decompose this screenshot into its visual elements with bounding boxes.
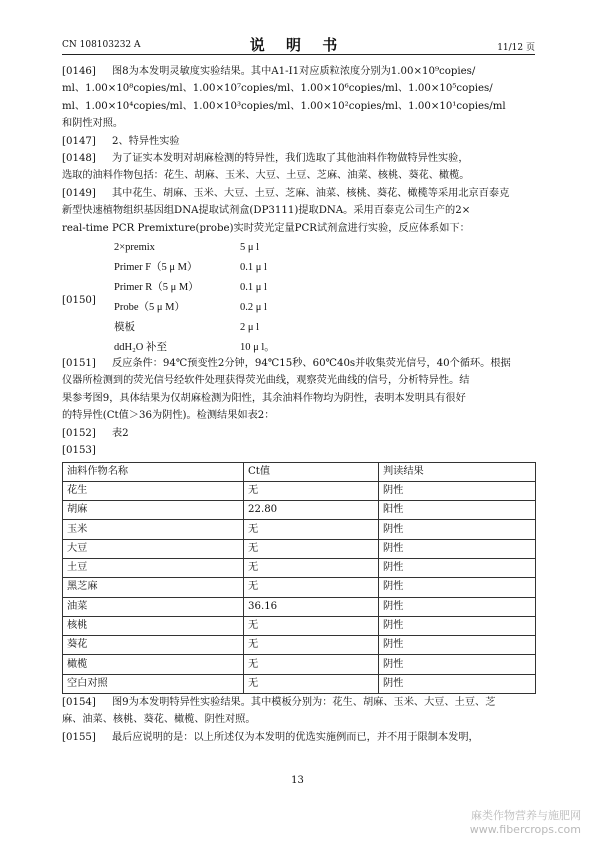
result-cell: 阴性 [379, 674, 536, 693]
para-number: [0153] [62, 445, 96, 457]
text-line: 和阴性对照。 [62, 118, 124, 130]
reaction-row [114, 319, 259, 336]
reagent-volume: 0.2 μ l [240, 302, 267, 314]
ct-value-cell: 无 [244, 636, 379, 655]
text-line: 选取的油料作物包括：花生、胡麻、玉米、大豆、土豆、芝麻、油菜、核桃、葵花、橄榄。 [62, 170, 470, 182]
document-title: 说 明 书 [249, 36, 346, 54]
result-cell: 阴性 [379, 520, 536, 539]
para-number: [0148] [62, 153, 96, 165]
result-cell: 阴性 [379, 558, 536, 577]
paragraph-0150 [62, 237, 536, 355]
page-indicator: 11/12 页 [497, 43, 535, 53]
paragraph-0148 [62, 150, 536, 167]
table-header-row [63, 462, 536, 481]
result-cell: 阴性 [379, 539, 536, 558]
reagent-volume: 0.1 μ l [240, 282, 267, 294]
crop-name-cell: 大豆 [63, 539, 244, 558]
ct-value-cell: 无 [244, 616, 379, 635]
ct-value-cell: 无 [244, 558, 379, 577]
text-line: 反应条件：94℃预变性2分钟，94℃15秒、60℃40s并收集荧光信号，40个循环。根据 [112, 358, 511, 370]
reaction-row [114, 299, 267, 316]
table-row [63, 501, 536, 520]
para-number: [0147] [62, 135, 96, 147]
reagent-name: ddH₂O 补至 [114, 342, 167, 354]
watermark-text: 麻类作物营养与施肥网 [471, 809, 581, 822]
text-line: 最后应说明的是：以上所述仅为本发明的优选实施例而已，并不用于限制本发明， [112, 731, 479, 743]
crop-name-cell: 葵花 [63, 636, 244, 655]
table-row [63, 539, 536, 558]
paragraph-0146 [62, 63, 536, 80]
crop-name-cell: 油菜 [63, 597, 244, 616]
text-line: 麻、油菜、核桃、葵花、橄榄、阴性对照。 [62, 714, 256, 726]
reagent-volume: 0.1 μ l [240, 262, 267, 274]
table-row [63, 636, 536, 655]
watermark-url: www.fibercrops.com [469, 823, 581, 836]
header-divider [62, 54, 535, 55]
ct-value-cell: 36.16 [244, 597, 379, 616]
text-line: 果参考图9，具体结果为仅胡麻检测为阳性，其余油料作物均为阴性，表明本发明具有很好 [62, 392, 466, 404]
table-row [63, 520, 536, 539]
crop-name-cell: 土豆 [63, 558, 244, 577]
table-row [63, 558, 536, 577]
paragraph-0153 [62, 442, 536, 459]
ct-value-cell: 无 [244, 655, 379, 674]
text-line: 新型快速植物组织基因组DNA提取试剂盒(DP3111)提取DNA。采用百泰克公司生产的2× [62, 205, 471, 217]
text-line: ml、1.00×10⁴copies/ml、1.00×10³copies/ml、1.00×10²copies/ml、1.00×10¹copies/ml [62, 100, 506, 112]
text-line: 其中花生、胡麻、玉米、大豆、土豆、芝麻、油菜、核桃、葵花、橄榄等采用北京百泰克 [112, 187, 510, 199]
text-line: real-time PCR Premixture(probe)实时荧光定量PCR试剂盒进行实验，反应体系如下： [62, 222, 470, 234]
reagent-name: Primer R（5 μ M） [114, 282, 199, 294]
reagent-name: 模板 [114, 322, 135, 334]
text-line: 为了证实本发明对胡麻检测的特异性，我们选取了其他油料作物做特异性实验， [112, 153, 469, 165]
reaction-row [114, 279, 267, 296]
crop-name-cell: 胡麻 [63, 501, 244, 520]
result-cell: 阴性 [379, 481, 536, 500]
paragraph-0152 [62, 425, 536, 442]
ct-value-cell: 无 [244, 578, 379, 597]
table-row [63, 616, 536, 635]
result-cell: 阴性 [379, 578, 536, 597]
crop-name-cell: 核桃 [63, 616, 244, 635]
table-row [63, 655, 536, 674]
column-header: Ct值 [244, 462, 379, 481]
ct-value-cell: 无 [244, 539, 379, 558]
reagent-volume: 10 μ l。 [240, 342, 275, 354]
reaction-row [114, 339, 275, 356]
section-heading: 2、特异性实验 [112, 135, 180, 147]
paragraph-0147 [62, 133, 536, 150]
page-number: 13 [291, 775, 304, 786]
results-table [62, 462, 536, 695]
reaction-row [114, 239, 259, 256]
text-line: ml、1.00×10⁸copies/ml、1.00×10⁷copies/ml、1.00×10⁶copies/ml、1.00×10⁵copies/ [62, 83, 493, 95]
text-line: 的特异性(Ct值＞36为阴性)。检测结果如表2： [62, 410, 275, 422]
table-row [63, 481, 536, 500]
column-header: 油料作物名称 [63, 462, 244, 481]
reagent-name: 2×premix [114, 242, 155, 254]
crop-name-cell: 橄榄 [63, 655, 244, 674]
result-cell: 阴性 [379, 597, 536, 616]
result-cell: 阴性 [379, 655, 536, 674]
text-line: 仪器所检测到的荧光信号经软件处理获得荧光曲线，观察荧光曲线的信号，分析特异性。结 [62, 375, 470, 387]
paragraph-0155 [62, 729, 536, 746]
table-row [63, 674, 536, 693]
text-line: 图9为本发明特异性实验结果。其中模板分别为：花生、胡麻、玉米、大豆、土豆、芝 [112, 697, 496, 709]
result-cell: 阳性 [379, 501, 536, 520]
para-number: [0155] [62, 731, 96, 743]
crop-name-cell: 黑芝麻 [63, 578, 244, 597]
para-number: [0154] [62, 697, 96, 709]
para-number: [0151] [62, 358, 96, 370]
column-header: 判读结果 [379, 462, 536, 481]
result-cell: 阴性 [379, 616, 536, 635]
para-number: [0150] [62, 295, 96, 307]
table-caption: 表2 [112, 427, 129, 439]
reagent-name: Primer F（5 μ M） [114, 262, 198, 274]
table-row [63, 597, 536, 616]
reagent-name: Probe（5 μ M） [114, 302, 185, 314]
ct-value-cell: 无 [244, 520, 379, 539]
para-number: [0152] [62, 427, 96, 439]
reagent-volume: 2 μ l [240, 322, 260, 334]
paragraph-0151 [62, 355, 536, 372]
paragraph-0154 [62, 694, 536, 711]
crop-name-cell: 花生 [63, 481, 244, 500]
crop-name-cell: 空白对照 [63, 674, 244, 693]
ct-value-cell: 无 [244, 481, 379, 500]
paragraph-0149 [62, 185, 536, 202]
para-number: [0146] [62, 66, 96, 77]
reagent-volume: 5 μ l [240, 242, 260, 254]
crop-name-cell: 玉米 [63, 520, 244, 539]
text-line: 图8为本发明灵敏度实验结果。其中A1-I1对应质粒浓度分别为1.00×10⁹copies/ [112, 66, 476, 77]
reaction-row [114, 259, 267, 276]
header-left: CN 108103232 A [62, 40, 141, 50]
table-row [63, 578, 536, 597]
para-number: [0149] [62, 187, 96, 199]
result-cell: 阴性 [379, 636, 536, 655]
ct-value-cell: 22.80 [244, 501, 379, 520]
document-body [62, 63, 536, 746]
ct-value-cell: 无 [244, 674, 379, 693]
